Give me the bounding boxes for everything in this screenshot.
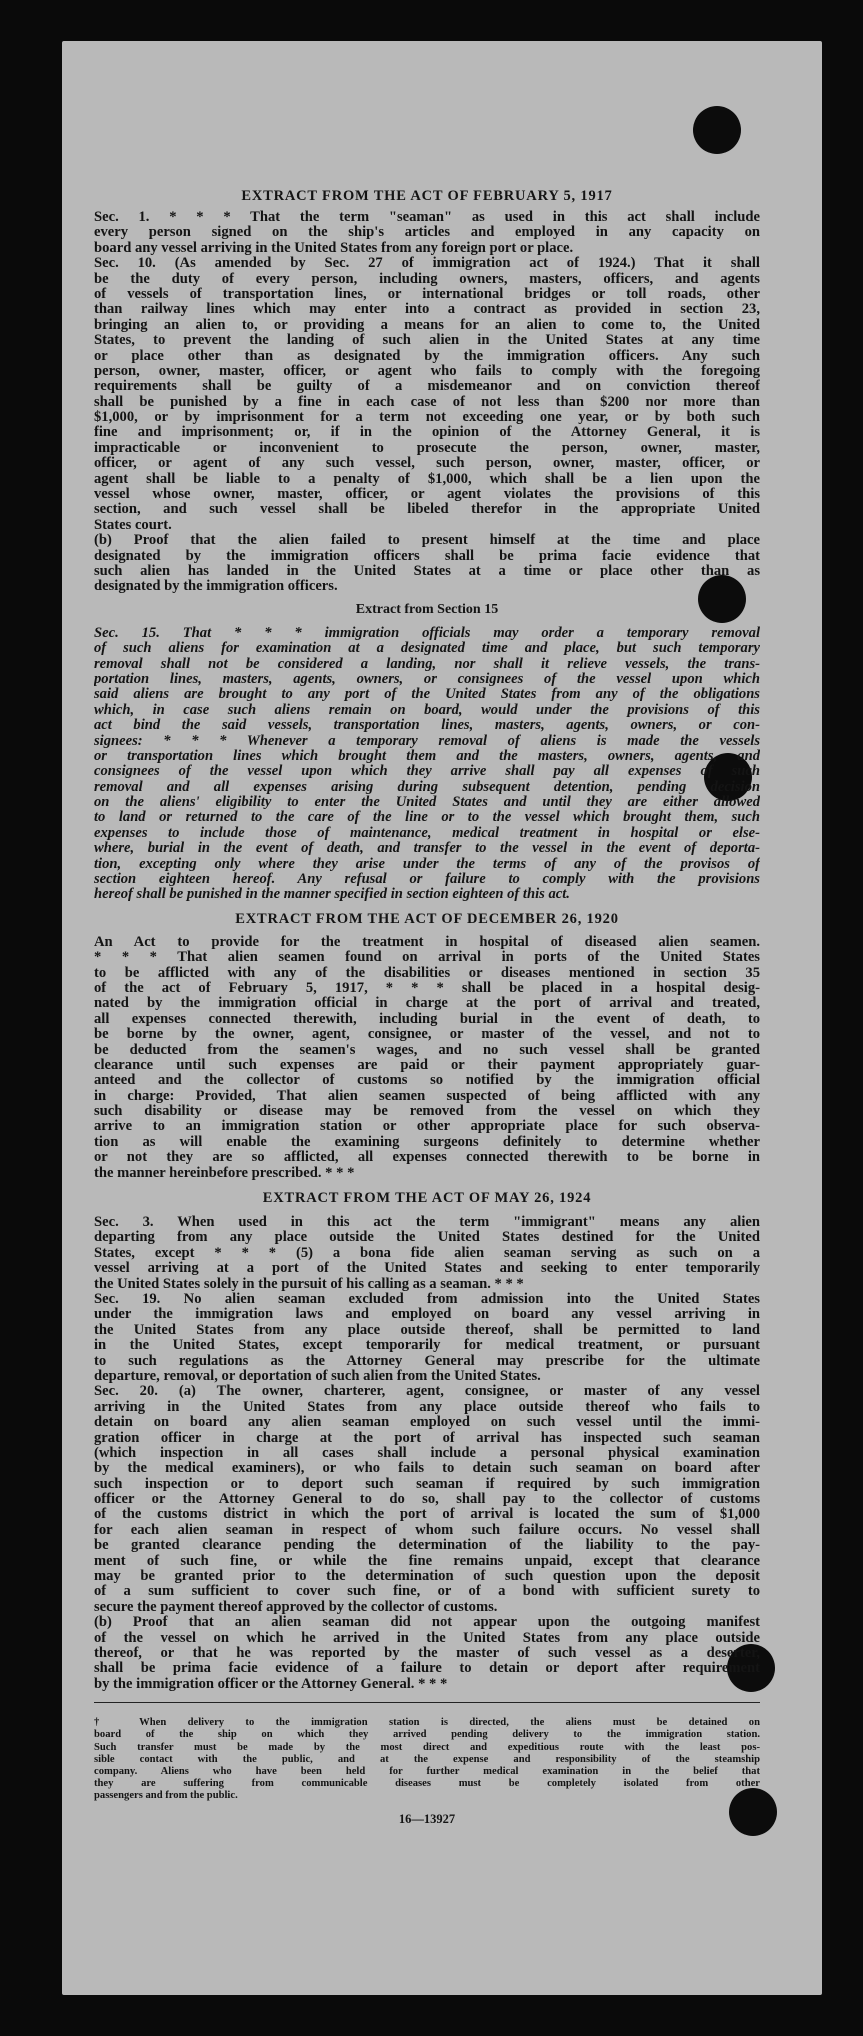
text-line: in charge: Provided, That alien seamen suspected of being afflicted with any xyxy=(94,1088,760,1104)
text-line: board any vessel arriving in the United States from any foreign port or place. xyxy=(94,240,574,256)
text-line: on the aliens' eligibility to enter the United States and until they are either allowed xyxy=(94,795,760,811)
text-line: company. Aliens who have been held for further medical examination in the belief that xyxy=(94,1765,760,1777)
text-line: Sec. 1. * * * That the term "seaman" as used in this act shall include xyxy=(94,210,760,225)
text-line: Sec. 3. When used in this act the term "immigrant" means any alien xyxy=(94,1215,760,1231)
text-line: arrive to an immigration station or other appropriate place for such observa- xyxy=(94,1119,760,1135)
text-line: tion as will enable the examining surgeons definitely to determine whether xyxy=(94,1134,760,1150)
text-line: vessel arriving at a port of the United States and seeking to enter temporarily xyxy=(94,1261,760,1277)
text-line: * * * That alien seamen found on arrival in ports of the United States xyxy=(94,950,760,966)
text-line: requirements shall be guilty of a misdemeanor and on conviction thereof xyxy=(94,379,760,395)
text-line: said aliens are brought to any port of the United States from any of the obligations xyxy=(94,687,760,703)
text-line: board of the ship on which they arrived pending delivery to the immigration station. xyxy=(94,1729,760,1741)
text-line: act bind the said vessels, transportation lines, masters, agents, owners, or con- xyxy=(94,718,760,734)
footnote-divider xyxy=(94,1702,760,1703)
text-line: expenses to include those of maintenance, medical treatment in hospital or else- xyxy=(94,825,760,841)
heading-1917: EXTRACT FROM THE ACT OF FEBRUARY 5, 1917 xyxy=(241,188,613,204)
text-line: every person signed on the ship's articles and employed in any capacity on xyxy=(94,225,760,241)
text-line: section, and such vessel shall be libeled therefor in the appropriate United xyxy=(94,502,760,518)
text-line: person, owner, master, officer, or agent who fails to comply with the foregoing xyxy=(94,363,760,379)
text-line: passengers and from the public. xyxy=(94,1790,238,1802)
section-1917 xyxy=(94,210,760,595)
text-line: by the medical examiners), or who fails to detain such seaman on board after xyxy=(94,1461,760,1477)
text-line: the manner hereinbefore prescribed. * * * xyxy=(94,1165,355,1181)
text-line: all expenses connected therewith, including burial in the event of death, to xyxy=(94,1011,760,1027)
text-line: Sec. 10. (As amended by Sec. 27 of immigration act of 1924.) That it shall xyxy=(94,256,760,272)
text-line: nated by the immigration official in charge at the port of arrival and treated, xyxy=(94,996,760,1012)
text-line: ment of such fine, or while the fine remains unpaid, except that clearance xyxy=(94,1553,760,1569)
text-line: shall be punished by a fine in each case of not less than $200 nor more than xyxy=(94,394,760,410)
text-line: signees: * * * Whenever a temporary removal of aliens is made the vessels xyxy=(94,733,760,749)
text-line: such alien has landed in the United States at a time or place other than as xyxy=(94,563,760,579)
text-line: An Act to provide for the treatment in hospital of diseased alien seamen. xyxy=(94,934,760,950)
text-line: under the immigration laws and employed on board any vessel arriving in xyxy=(94,1307,760,1323)
heading-1920: EXTRACT FROM THE ACT OF DECEMBER 26, 1920 xyxy=(235,910,619,927)
text-line: sible contact with the public, and at the expense and responsibility of the steamship xyxy=(94,1753,760,1765)
text-line: they are suffering from communicable diseases must be completely isolated from other xyxy=(94,1778,760,1790)
text-line: $1,000, or by imprisonment for a term not exceeding one year, or by both such xyxy=(94,410,760,426)
text-line: to be afflicted with any of the disabilities or diseases mentioned in section 35 xyxy=(94,965,760,981)
document-text xyxy=(94,188,760,1827)
text-line: † When delivery to the immigration station is directed, the aliens must be detained on xyxy=(94,1717,760,1729)
text-line: clearance until such expenses are paid or their payment appropriately guar- xyxy=(94,1057,760,1073)
text-line: designated by the immigration officers shall be prima facie evidence that xyxy=(94,548,760,564)
text-line: or not they are so afflicted, all expenses connected therewith to be borne in xyxy=(94,1150,760,1166)
text-line: consignees of the vessel upon which they arrive shall pay all expenses of such xyxy=(94,764,760,780)
section-1924 xyxy=(94,1215,760,1692)
text-line: the United States from any place outside thereof, shall be permitted to land xyxy=(94,1322,760,1338)
text-line: States court. xyxy=(94,517,172,533)
text-line: arriving in the United States from any place outside thereof who fails to xyxy=(94,1399,760,1415)
text-line: such disability or disease may be removed from the vessel on which they xyxy=(94,1104,760,1120)
text-line: such inspection or to deport such seaman if required by such immigration xyxy=(94,1476,760,1492)
print-code: 16—13927 xyxy=(398,1812,456,1827)
section-1920 xyxy=(94,935,760,1181)
punch-hole xyxy=(693,106,741,154)
text-line: States, to prevent the landing of such alien in the United States at any time xyxy=(94,333,760,349)
text-line: of such aliens for examination at a designated time and place, but such temporary xyxy=(94,641,760,657)
text-line: to such regulations as the Attorney General may prescribe for the ultimate xyxy=(94,1353,760,1369)
text-line: Sec. 19. No alien seaman excluded from admission into the United States xyxy=(94,1292,760,1307)
text-line: anteed and the collector of customs so notified by the immigration official xyxy=(94,1073,760,1089)
text-line: impracticable or inconvenient to prosecute the person, owner, master, xyxy=(94,440,760,456)
text-line: where, burial in the event of death, and transfer to the vessel in the event of deporta- xyxy=(94,841,760,857)
text-line: the United States solely in the pursuit of his calling as a seaman. * * * xyxy=(94,1276,524,1292)
text-line: tion, excepting only where they arise under the terms of any of the provisos of xyxy=(94,856,760,872)
text-line: be the duty of every person, including owners, masters, officers, and agents xyxy=(94,271,760,287)
text-line: departure, removal, or deportation of such alien from the United States. xyxy=(94,1368,541,1384)
footnote xyxy=(94,1717,760,1802)
text-line: by the immigration officer or the Attorney General. * * * xyxy=(94,1676,448,1692)
text-line: detain on board any alien seaman employed on such vessel until the immi- xyxy=(94,1415,760,1431)
text-line: designated by the immigration officers. xyxy=(94,579,338,595)
text-line: removal and all expenses arising during subsequent detention, pending decision xyxy=(94,779,760,795)
text-line: States, except * * * (5) a bona fide alien seaman serving as such on a xyxy=(94,1245,760,1261)
text-line: removal shall not be considered a landing, nor shall it relieve vessels, the trans- xyxy=(94,656,760,672)
text-line: gration officer in charge at the port of arrival has inspected such seaman xyxy=(94,1430,760,1446)
text-line: of the customs district in which the port of arrival is located the sum of $1,000 xyxy=(94,1507,760,1523)
text-line: than railway lines which may enter into a contract as provided in section 23, xyxy=(94,302,760,318)
text-line: or place other than as designated by the immigration officers. Any such xyxy=(94,348,760,364)
text-line: to land or returned to the care of the line or to the vessel which brought them, such xyxy=(94,810,760,826)
text-line: be deducted from the seamen's wages, and no such vessel shall be granted xyxy=(94,1042,760,1058)
text-line: which, in case such aliens remain on board, would under the provisions of this xyxy=(94,702,760,718)
text-line: Such transfer must be made by the most direct and expeditious route with the least pos- xyxy=(94,1741,760,1753)
text-line: in the United States, except temporarily for medical treatment, or pursuant xyxy=(94,1338,760,1354)
text-line: be borne by the owner, agent, consignee, or master of the vessel, and not to xyxy=(94,1027,760,1043)
text-line: officer or the Attorney General to do so, shall pay to the collector of customs xyxy=(94,1492,760,1508)
text-line: for each alien seaman in respect of whom such failure occurs. No vessel shall xyxy=(94,1522,760,1538)
text-line: of vessels of transportation lines, or international bridges or toll roads, other xyxy=(94,286,760,302)
text-line: (which inspection in all cases shall include a personal physical examination xyxy=(94,1445,760,1461)
text-line: portation lines, masters, agents, owners, or consignees of the vessel upon which xyxy=(94,671,760,687)
text-line: be granted clearance pending the determination of the liability to the pay- xyxy=(94,1538,760,1554)
text-line: fine and imprisonment; or, if in the opinion of the Attorney General, it is xyxy=(94,425,760,441)
text-line: section eighteen hereof. Any refusal or failure to comply with the provisions xyxy=(94,872,760,888)
subheading-section-15: Extract from Section 15 xyxy=(355,601,499,617)
text-line: of the vessel on which he arrived in the United States from any place outside xyxy=(94,1630,760,1646)
text-line: hereof shall be punished in the manner specified in section eighteen of this act. xyxy=(94,887,570,903)
text-line: of the act of February 5, 1917, * * * shall be placed in a hospital desig- xyxy=(94,980,760,996)
section-15 xyxy=(94,626,760,903)
text-line: may be granted prior to the determination of such question upon the deposit xyxy=(94,1569,760,1585)
text-line: Sec. 15. That * * * immigration officials may order a temporary removal xyxy=(94,625,760,641)
text-line: Sec. 20. (a) The owner, charterer, agent, consignee, or master of any vessel xyxy=(94,1384,760,1400)
text-line: (b) Proof that the alien failed to present himself at the time and place xyxy=(94,533,760,549)
heading-1924: EXTRACT FROM THE ACT OF MAY 26, 1924 xyxy=(262,1190,592,1207)
text-line: of a sum sufficient to cover such fine, or of a bond with sufficient surety to xyxy=(94,1584,760,1600)
text-line: vessel whose owner, master, officer, or agent violates the provisions of this xyxy=(94,487,760,503)
text-line: bringing an alien to, or providing a means for an alien to come to, the United xyxy=(94,317,760,333)
text-line: agent shall be liable to a penalty of $1,000, which shall be a lien upon the xyxy=(94,471,760,487)
text-line: (b) Proof that an alien seaman did not appear upon the outgoing manifest xyxy=(94,1615,760,1631)
text-line: secure the payment thereof approved by the collector of customs. xyxy=(94,1599,498,1615)
text-line: shall be prima facie evidence of a failure to detain or deport after requirement xyxy=(94,1661,760,1677)
text-line: thereof, or that he was reported by the master of such vessel as a deserter, xyxy=(94,1645,760,1661)
text-line: officer, or agent of any such vessel, such person, owner, master, officer, or xyxy=(94,456,760,472)
text-line: departing from any place outside the United States destined for the United xyxy=(94,1230,760,1246)
text-line: or transportation lines which brought them and the masters, owners, agents, and xyxy=(94,748,760,764)
